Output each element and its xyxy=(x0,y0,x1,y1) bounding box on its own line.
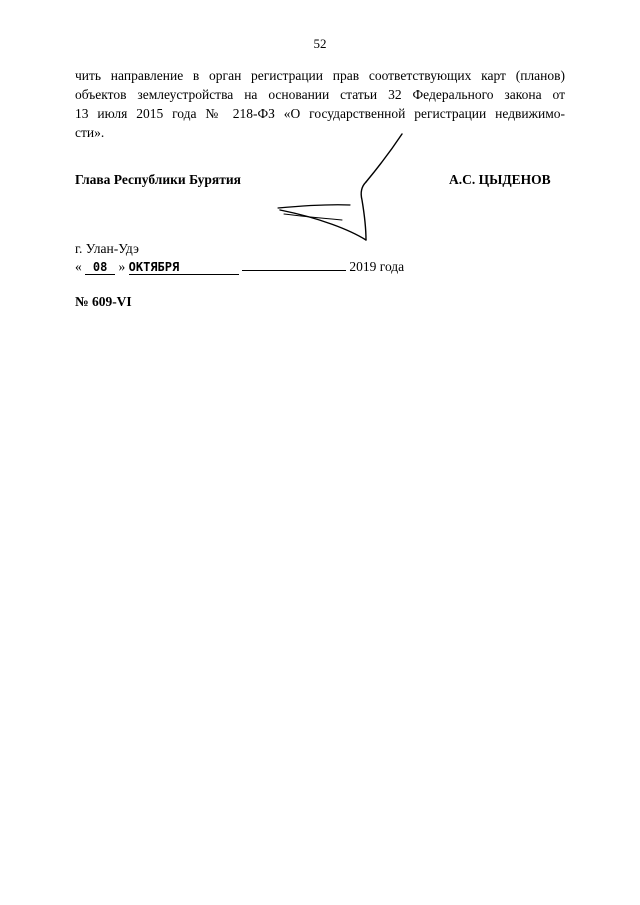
law-number: № 609-VI xyxy=(75,294,132,309)
page-number: 52 xyxy=(313,36,327,51)
body-line: сти». xyxy=(75,125,105,140)
body-line: 13 июля 2015 года № 218-ФЗ «О государственной регистрации недвижимо- xyxy=(75,106,565,121)
place: г. Улан-Удэ xyxy=(75,241,139,256)
date-line xyxy=(75,259,404,275)
close-quote: » xyxy=(118,259,126,274)
date-year: 2019 года xyxy=(349,259,405,274)
handwritten-signature xyxy=(270,130,410,250)
body-line: чить направление в орган регистрации прав соответствующих карт (планов) xyxy=(75,68,565,83)
body-line: объектов землеустройства на основании статьи 32 Федерального закона от xyxy=(75,87,565,102)
date-day: 08 xyxy=(85,260,115,275)
date-month: ОКТЯБРЯ xyxy=(129,260,239,275)
open-quote: « xyxy=(75,259,82,274)
signer-name: А.С. ЦЫДЕНОВ xyxy=(449,172,551,187)
date-underline xyxy=(242,270,346,271)
signer-title: Глава Республики Бурятия xyxy=(75,172,241,187)
